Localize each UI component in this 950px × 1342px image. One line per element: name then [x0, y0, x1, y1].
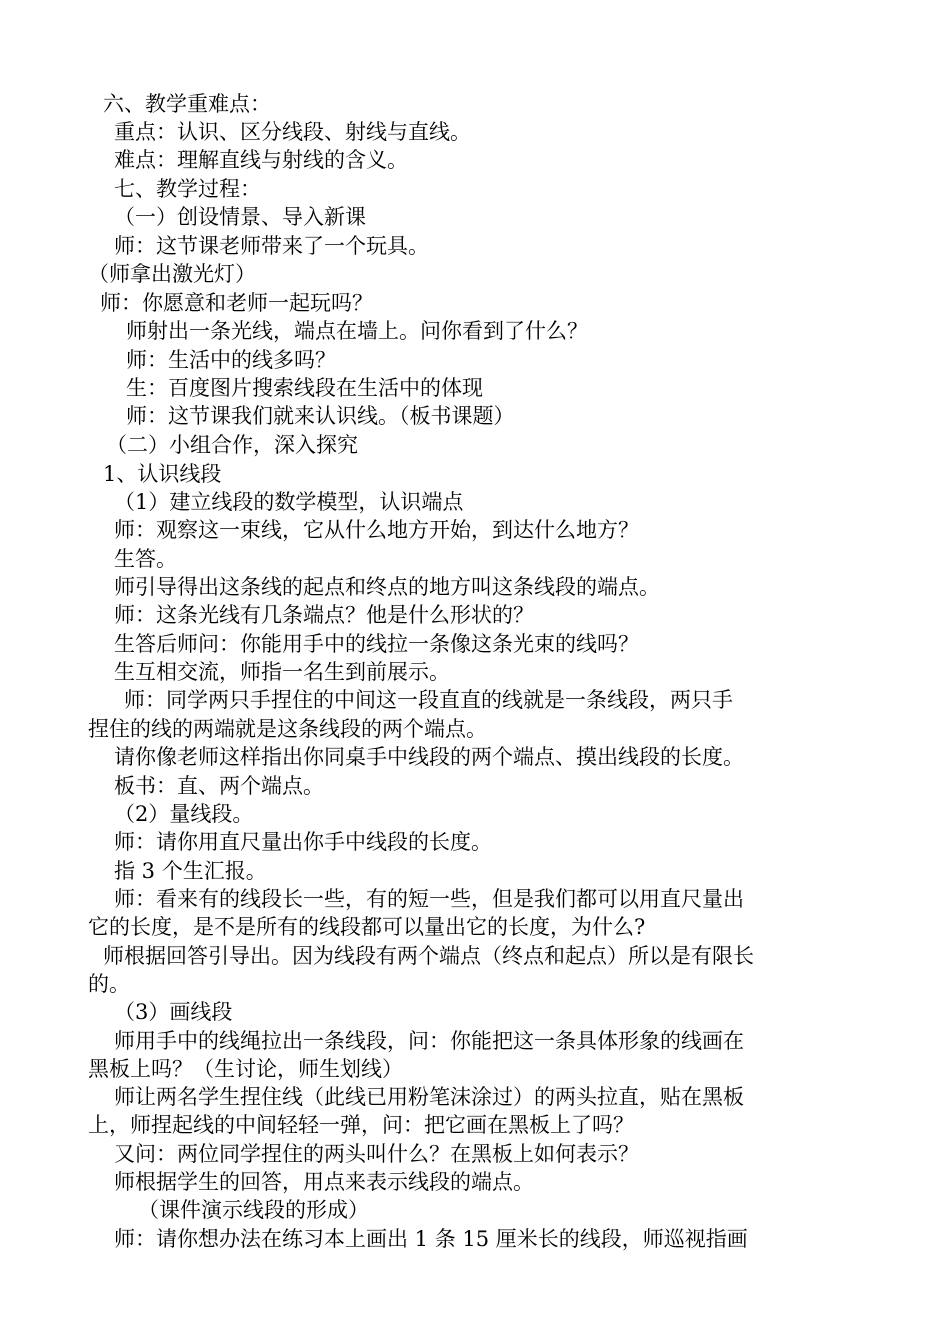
text-line: 板书：直、两个端点。	[114, 774, 324, 798]
text-line: （课件演示线段的形成）	[138, 1198, 369, 1222]
section-heading: 七、教学过程：	[114, 177, 261, 201]
text-line: 请你像老师这样指出你同桌手中线段的两个端点、摸出线段的长度。	[114, 745, 744, 769]
text-line: 重点：认识、区分线段、射线与直线。	[114, 120, 471, 144]
text-line: 生答。	[114, 547, 177, 571]
text-line: 捏住的线的两端就是这条线段的两个端点。	[88, 717, 487, 741]
subsection-heading: （一）创设情景、导入新课	[114, 205, 366, 229]
text-line: （师拿出激光灯）	[88, 262, 256, 286]
text-line: 它的长度，是不是所有的线段都可以量出它的长度，为什么?	[88, 915, 646, 939]
text-line: 生互相交流，师指一名生到前展示。	[114, 660, 450, 684]
text-line: 师：这节课老师带来了一个玩具。	[114, 234, 429, 258]
text-line: 难点：理解直线与射线的含义。	[114, 148, 408, 172]
subsection-heading: （3）画线段	[114, 1000, 233, 1024]
text-line: 师射出一条光线，端点在墙上。问你看到了什么？	[126, 319, 588, 343]
subsection-heading: （1）建立线段的数学模型，认识端点	[114, 490, 464, 514]
subsection-heading: 1、认识线段	[103, 462, 222, 486]
subsection-heading: （二）小组合作，深入探究	[106, 433, 358, 457]
subsection-heading: （2）量线段。	[114, 802, 254, 826]
text-line: 师：请你想办法在练习本上画出 1 条 15 厘米长的线段，师巡视指画	[114, 1227, 748, 1251]
section-heading: 六、教学重难点：	[103, 92, 271, 116]
text-line: 黑板上吗？（生讨论，师生划线）	[88, 1057, 403, 1081]
text-line: 又问：两位同学捏住的两头叫什么？在黑板上如何表示？	[114, 1142, 639, 1166]
text-line: 师：你愿意和老师一起玩吗？	[100, 291, 373, 315]
text-line: 师根据学生的回答，用点来表示线段的端点。	[114, 1170, 534, 1194]
text-line: 师：这条光线有几条端点？他是什么形状的？	[114, 603, 534, 627]
text-line: 的。	[88, 972, 130, 996]
text-line: 指 3 个生汇报。	[114, 859, 267, 883]
text-line: 生答后师问：你能用手中的线拉一条像这条光束的线吗？	[114, 632, 639, 656]
text-line: 师：同学两只手捏住的中间这一段直直的线就是一条线段，两只手	[124, 688, 733, 712]
text-line: 生：百度图片搜索线段在生活中的体现	[126, 376, 483, 400]
text-line: 师用手中的线绳拉出一条线段，问：你能把这一条具体形象的线画在	[114, 1029, 744, 1053]
text-line: 师根据回答引导出。因为线段有两个端点（终点和起点）所以是有限长	[103, 944, 754, 968]
text-line: 师：看来有的线段长一些，有的短一些，但是我们都可以用直尺量出	[114, 887, 744, 911]
text-line: 师：请你用直尺量出你手中线段的长度。	[114, 830, 492, 854]
text-line: 师让两名学生捏住线（此线已用粉笔沫涂过）的两头拉直，贴在黑板	[114, 1085, 744, 1109]
text-line: 上，师捏起线的中间轻轻一弹，问：把它画在黑板上了吗？	[88, 1113, 634, 1137]
text-line: 师：生活中的线多吗？	[126, 348, 336, 372]
text-line: 师：观察这一束线，它从什么地方开始，到达什么地方？	[114, 518, 639, 542]
text-line: 师：这节课我们就来认识线。（板书课题）	[126, 404, 515, 428]
text-line: 师引导得出这条线的起点和终点的地方叫这条线段的端点。	[114, 575, 660, 599]
